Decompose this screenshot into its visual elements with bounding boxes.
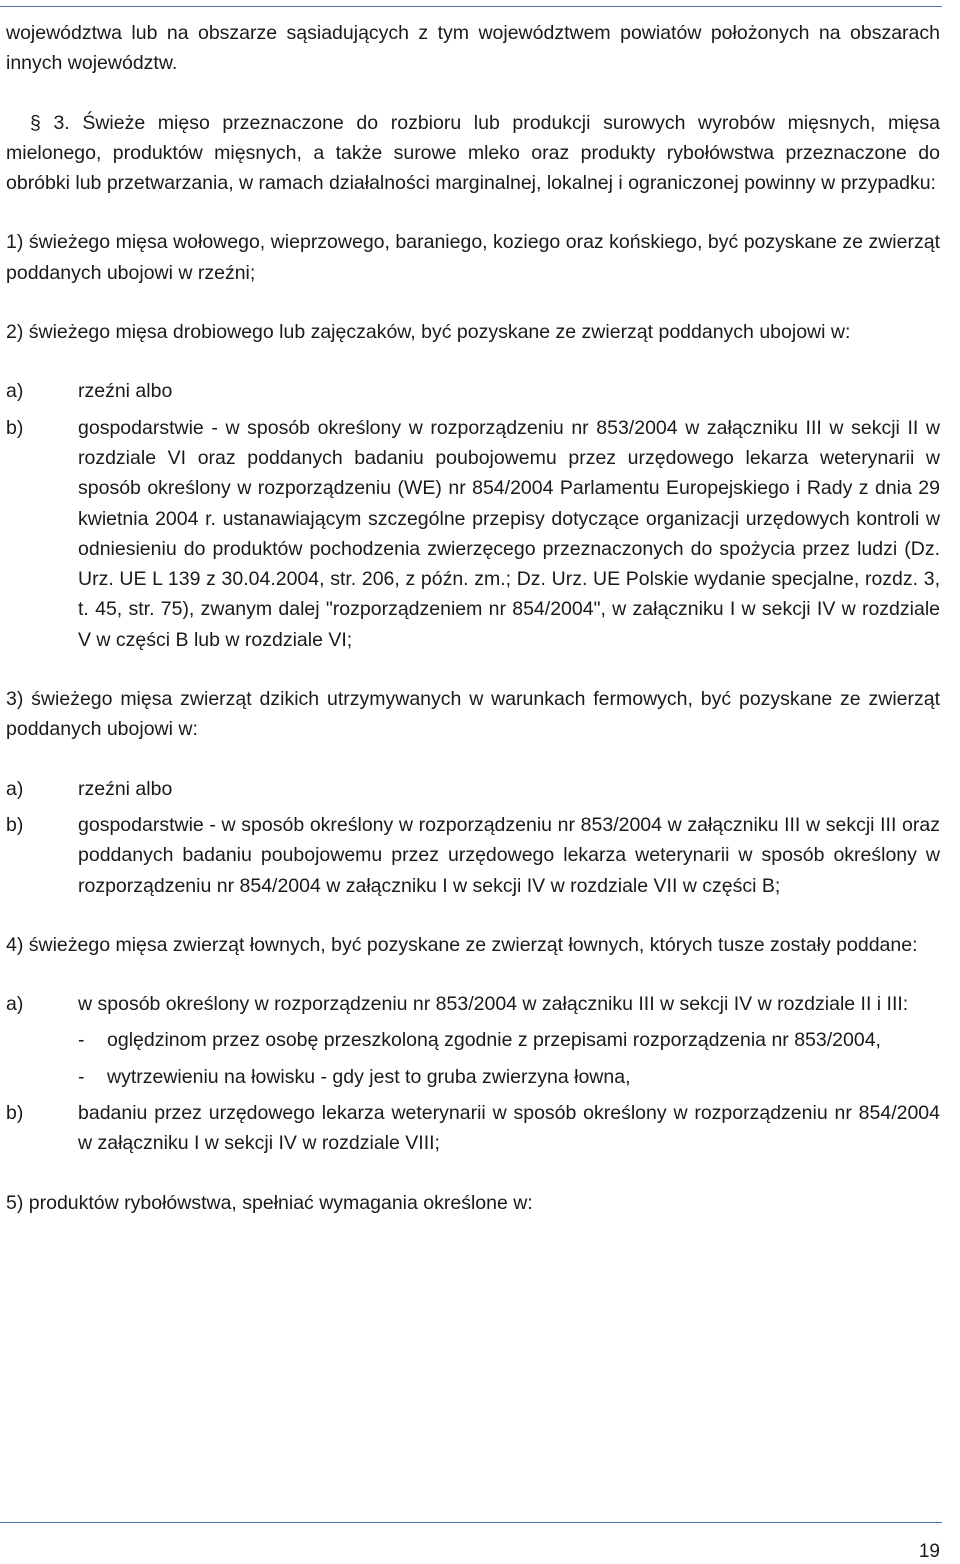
section-3-paragraph <box>6 108 940 199</box>
top-rule <box>0 6 942 7</box>
section-marker: § 3. <box>30 111 70 134</box>
item-text: badaniu przez urzędowego lekarza weterynarii w sposób określony w rozporządzeniu nr 854/2004 w załączniku I w sekcji IV w rozdziale VIII; <box>78 1102 940 1155</box>
bottom-rule <box>0 1522 942 1523</box>
item-text: gospodarstwie - w sposób określony w rozporządzeniu nr 853/2004 w załączniku III w sekcji III oraz poddanych badaniu poubojowemu przez urzędowego lekarza weterynarii w sposób określony w rozporządzeniu nr 854/2004 w załączniku I w sekcji IV w rozdziale VII w części B; <box>78 813 940 897</box>
dash-marker: - <box>78 1065 85 1088</box>
point-4-dash-2 <box>78 1062 940 1092</box>
intro-paragraph: województwa lub na obszarze sąsiadujących z tym województwem powiatów położonych na obszarach innych województw. <box>6 22 940 75</box>
point-4-item-a <box>6 989 940 1019</box>
item-text: gospodarstwie - w sposób określony w rozporządzeniu nr 853/2004 w załączniku III w sekcji II w rozdziale VI oraz poddanych badaniu poubojowemu przez urzędowego lekarza weterynarii w sposób określony w rozporządzeniu (WE) nr 854/2004 Parlamentu Europejskiego i Rady z dnia 29 kwietnia 2004 r. ustanawiającym szczególne przepisy dotyczące organizacji urzędowych kontroli w odniesieniu do produktów pochodzenia zwierzęcego przeznaczonych do spożycia przez ludzi (Dz. Urz. UE L 139 z 30.04.2004, str. 206, z późn. zm.; Dz. Urz. UE Polskie wydanie specjalne, rozdz. 3, t. 45, str. 75), zwanym dalej "rozporządzeniem nr 854/2004", w załączniku I w sekcji IV w rozdziale V w części B lub w rozdziale VI; <box>78 416 940 651</box>
point-2-item-b <box>6 413 940 655</box>
item-text: rzeźni albo <box>78 380 173 403</box>
section-3-text: Świeże mięso przeznaczone do rozbioru lub produkcji surowych wyrobów mięsnych, mięsa mielonego, produktów mięsnych, a także surowe mleko oraz produkty rybołówstwa przeznaczone do obróbki lub przetwarzania, w ramach działalności marginalnej, lokalnej i ograniczonej powinny w przypadku: <box>6 111 940 195</box>
dash-text: oględzinom przez osobę przeszkoloną zgodnie z przepisami rozporządzenia nr 853/2004, <box>107 1029 881 1052</box>
item-label: b) <box>6 813 24 836</box>
item-text: w sposób określony w rozporządzeniu nr 853/2004 w załączniku III w sekcji IV w rozdziale II i III: <box>78 993 909 1016</box>
item-text: rzeźni albo <box>78 777 173 800</box>
item-label: b) <box>6 416 24 439</box>
page-number: 19 <box>918 1541 940 1562</box>
dash-text: wytrzewieniu na łowisku - gdy jest to gruba zwierzyna łowna, <box>107 1065 631 1088</box>
dash-marker: - <box>78 1029 85 1052</box>
point-4-dash-1 <box>78 1025 940 1055</box>
point-3-item-b <box>6 810 940 901</box>
point-3-item-a <box>6 774 940 804</box>
point-2: 2) świeżego mięsa drobiowego lub zajęczaków, być pozyskane ze zwierząt poddanych ubojowi w: <box>6 321 851 344</box>
point-4: 4) świeżego mięsa zwierząt łownych, być pozyskane ze zwierząt łownych, których tusze zostały poddane: <box>6 933 918 956</box>
item-label: a) <box>6 380 24 403</box>
point-3: 3) świeżego mięsa zwierząt dzikich utrzymywanych w warunkach fermowych, być pozyskane ze zwierząt poddanych ubojowi w: <box>6 688 940 741</box>
point-5: 5) produktów rybołówstwa, spełniać wymagania określone w: <box>6 1191 533 1214</box>
point-1: 1) świeżego mięsa wołowego, wieprzowego, baraniego, koziego oraz końskiego, być pozyskane ze zwierząt poddanych ubojowi w rzeźni; <box>6 231 940 284</box>
document-body <box>6 18 940 1218</box>
item-label: b) <box>6 1102 24 1125</box>
item-label: a) <box>6 777 24 800</box>
point-4-item-b <box>6 1098 940 1159</box>
item-label: a) <box>6 993 24 1016</box>
point-2-item-a <box>6 376 940 406</box>
